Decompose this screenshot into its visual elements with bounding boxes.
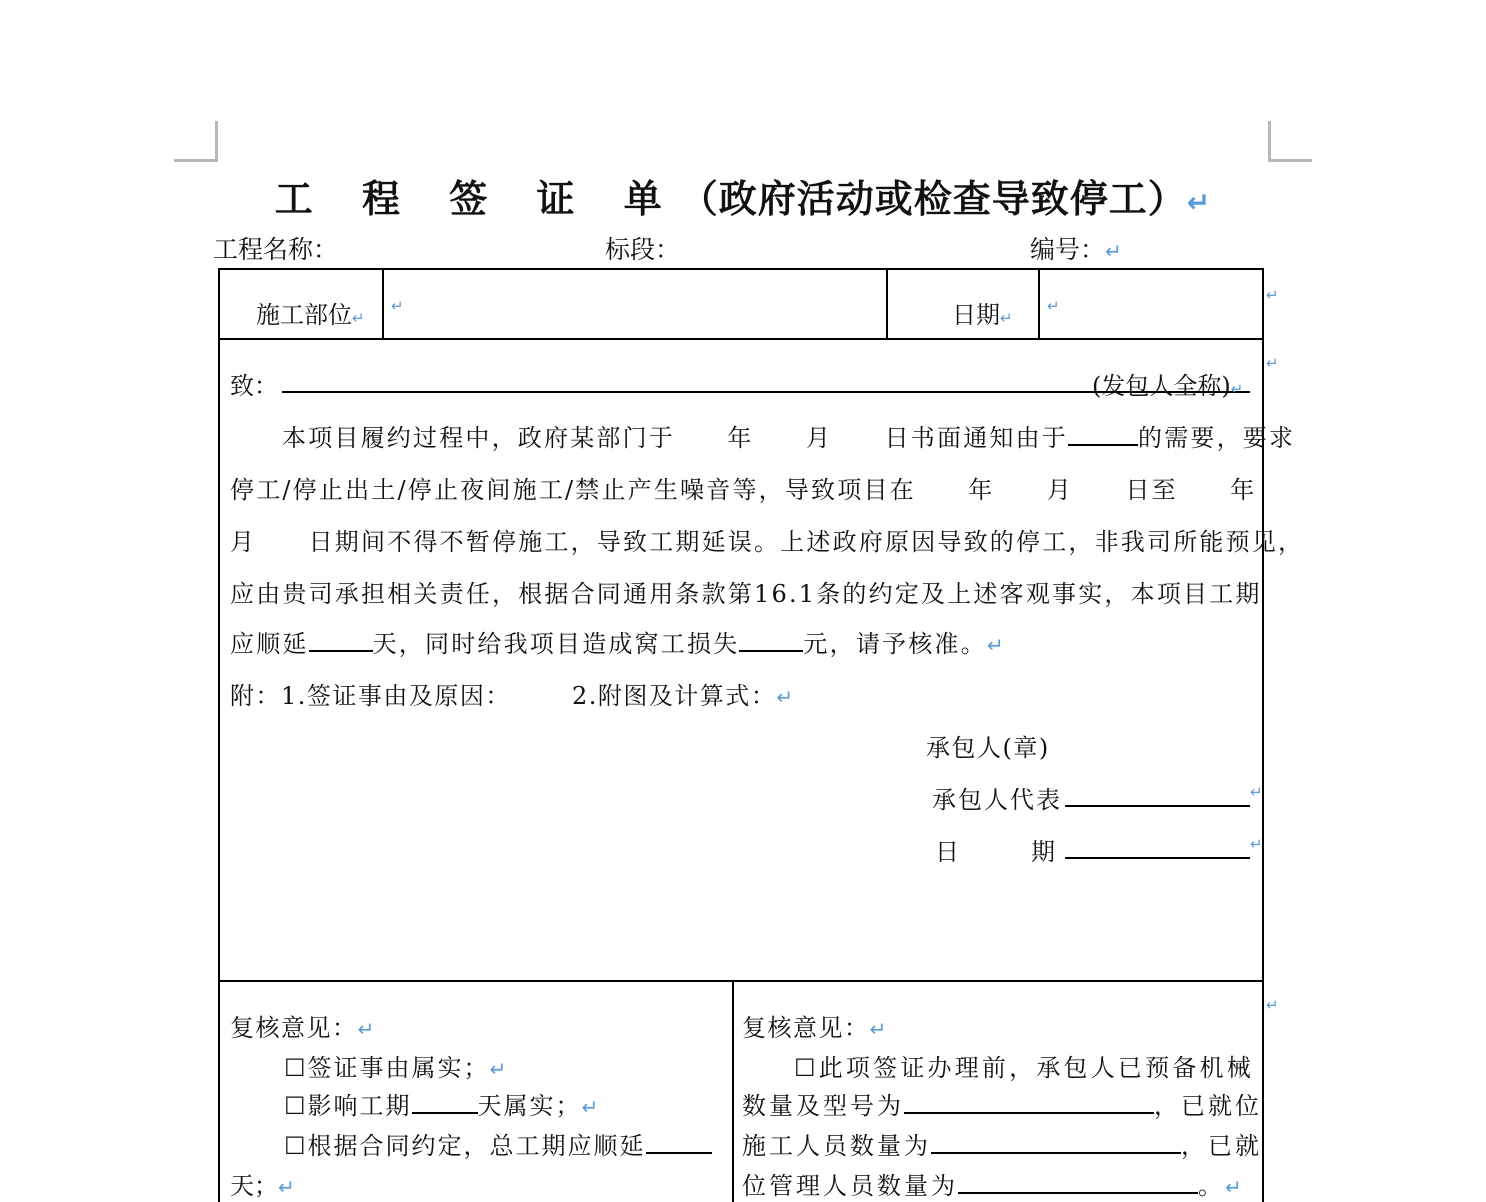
right-review-line3 (742, 1126, 1262, 1161)
line2-text: 数量及型号为 (742, 1092, 904, 1120)
extension-total-blank[interactable] (646, 1130, 712, 1154)
right-review-line4 (742, 1166, 1245, 1201)
location-label-text: 施工部位 (256, 301, 352, 329)
opt3-text: ☐根据合同约定，总工期应顺延 (284, 1132, 646, 1160)
table-col-divider-3 (1038, 268, 1040, 340)
paragraph-mark: ↵ (1230, 380, 1244, 398)
loss-amount-blank[interactable] (739, 628, 803, 652)
title-sub: （政府活动或检查导致停工） (679, 177, 1187, 221)
workers-blank[interactable] (931, 1130, 1181, 1154)
section-label: 标段： (605, 235, 681, 264)
body-line-1 (282, 418, 1295, 453)
date-label (952, 295, 1013, 330)
table-border-top (218, 268, 1264, 270)
paragraph-mark: ↵ (278, 1175, 295, 1199)
paragraph-mark: ↵ (1186, 186, 1212, 219)
sign-date-label: 日 期 (935, 838, 1055, 866)
right-review-label (742, 1008, 888, 1043)
left-review-opt3[interactable] (284, 1126, 712, 1161)
body-text: 本项目履约过程中，政府某部门于 年 月 日书面通知由于 (282, 424, 1068, 452)
paragraph-mark: ↵ (489, 1057, 509, 1081)
crop-mark-left-v (215, 121, 218, 162)
paragraph-mark: ↵ (776, 685, 795, 709)
date-value-field[interactable]: ↵ (1047, 297, 1060, 315)
employer-hint (1092, 366, 1243, 401)
contractor-rep-label: 承包人代表 (932, 786, 1062, 814)
cell-mark: ↵ (1000, 309, 1013, 327)
location-value-field[interactable]: ↵ (391, 297, 404, 315)
body-text: 应顺延 (230, 630, 309, 658)
table-border-left (218, 268, 220, 1202)
crop-mark-right-h (1268, 159, 1312, 162)
paragraph-mark: ↵ (581, 1095, 601, 1119)
left-review-opt3-end (230, 1166, 295, 1201)
line4-text: 位管理人员数量为 (742, 1172, 958, 1200)
attachment-2 (572, 676, 795, 711)
paragraph-mark: ↵ (1225, 1175, 1245, 1199)
document-title (0, 168, 1486, 223)
crop-mark-right-v (1268, 121, 1271, 162)
body-text: 元，请予核准。 (803, 630, 987, 658)
paragraph-mark: ↵ (869, 1017, 888, 1041)
sign-date-line[interactable] (1065, 857, 1250, 859)
left-review-opt1[interactable] (284, 1048, 508, 1083)
table-col-divider-1 (382, 268, 384, 340)
right-review-line1[interactable]: ☐此项签证办理前，承包人已预备机械 (794, 1054, 1254, 1082)
body-line-2: 停工/停止出土/停止夜间施工/禁止产生噪音等，导致项目在 年 月 日至 年 (230, 476, 1257, 504)
left-review-opt2[interactable] (284, 1086, 600, 1121)
extension-days-blank[interactable] (309, 628, 373, 652)
paragraph-mark: ↵ (357, 1017, 376, 1041)
body-text: 天，同时给我项目造成窝工损失 (372, 630, 740, 658)
number-label (1030, 230, 1122, 266)
reason-blank[interactable] (1068, 422, 1138, 446)
left-review-label (230, 1008, 376, 1043)
body-line-4: 应由贵司承担相关责任，根据合同通用条款第16.1条的约定及上述客观事实，本项目工期 (230, 580, 1262, 608)
body-text: 的需要，要求 (1138, 424, 1296, 452)
line4-text-end: 。 (1198, 1172, 1225, 1200)
line3-text: 施工人员数量为 (742, 1132, 931, 1160)
table-row1-bottom (218, 338, 1264, 340)
table-border-right (1262, 268, 1264, 1202)
right-review-label-text: 复核意见： (742, 1014, 870, 1042)
paragraph-mark: ↵ (1105, 239, 1122, 263)
title-main: 工 程 签 证 单 (274, 177, 680, 221)
date-label-text: 日期 (952, 301, 1000, 329)
row-end-mark: ↵ (1266, 286, 1279, 304)
table-col-divider-2 (886, 268, 888, 340)
row-end-mark: ↵ (1266, 996, 1279, 1014)
attachment-1: 附：1.签证事由及原因： (230, 682, 511, 710)
opt2-text: ☐影响工期 (284, 1092, 412, 1120)
location-label (256, 295, 365, 330)
delay-days-blank[interactable] (412, 1090, 478, 1114)
managers-blank[interactable] (958, 1170, 1198, 1194)
attachment-2-text: 2.附图及计算式： (572, 682, 777, 710)
body-line-3: 月 日期间不得不暂停施工，导致工期延误。上述政府原因导致的停工，非我司所能预见， (230, 528, 1305, 556)
left-review-label-text: 复核意见： (230, 1014, 358, 1042)
to-label: 致： (230, 372, 278, 400)
right-review-line2 (742, 1086, 1262, 1121)
project-name-label: 工程名称： (213, 235, 339, 264)
opt1-text: ☐签证事由属实； (284, 1054, 490, 1082)
paragraph-mark: ↵ (986, 633, 1006, 657)
contractor-seal: 承包人(章) (926, 734, 1050, 762)
opt3-end-text: 天； (230, 1172, 278, 1200)
crop-mark-left-h (174, 159, 218, 162)
body-line-5 (230, 624, 1006, 659)
row-end-mark: ↵ (1266, 354, 1279, 372)
paragraph-mark: ↵ (1250, 783, 1263, 801)
contractor-rep-line[interactable] (1065, 805, 1250, 807)
cell-mark: ↵ (352, 309, 365, 327)
paragraph-mark: ↵ (1250, 835, 1263, 853)
employer-hint-text: (发包人全称) (1092, 372, 1231, 400)
table-row2-bottom (218, 980, 1264, 982)
table-review-divider (732, 980, 734, 1202)
opt2-text-end: 天属实； (477, 1092, 582, 1120)
line3-text-end: ，已就 (1181, 1132, 1262, 1160)
line2-text-end: ，已就位 (1154, 1092, 1262, 1120)
number-label-text: 编号： (1030, 235, 1106, 264)
machinery-blank[interactable] (904, 1090, 1154, 1114)
